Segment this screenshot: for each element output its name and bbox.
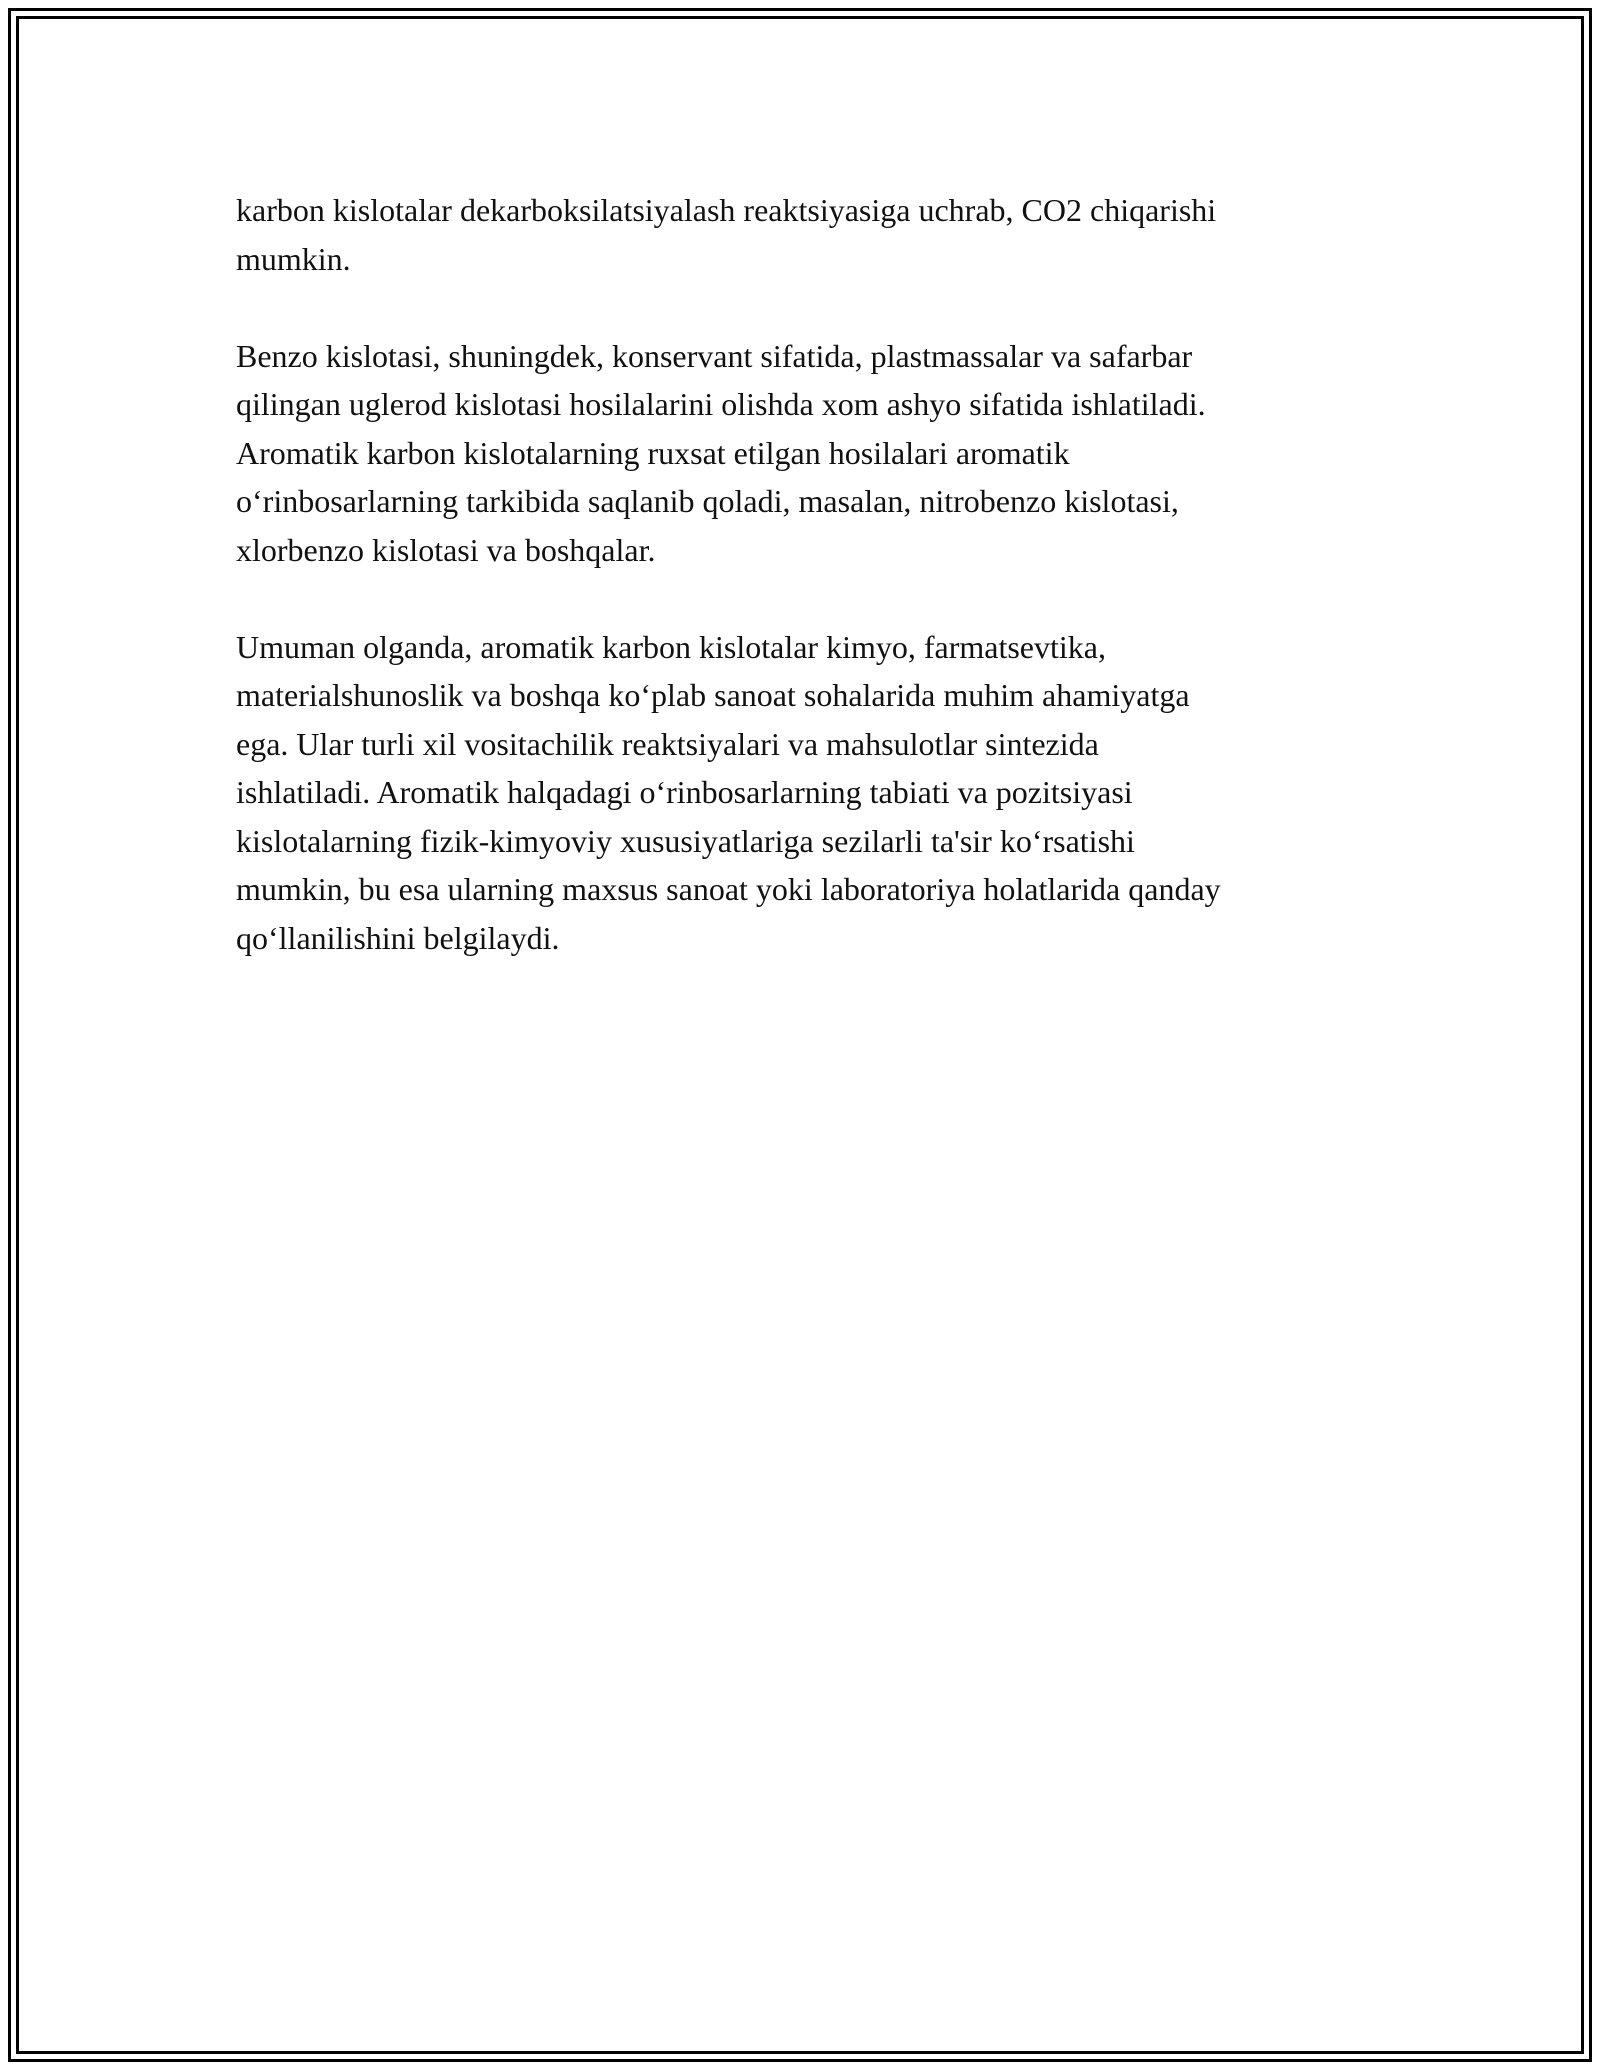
document-body	[236, 186, 1386, 1011]
paragraph-1: karbon kislotalar dekarboksilatsiyalash reaktsiyasiga uchrab, CO2 chiqarishi mumkin.	[236, 192, 1217, 277]
paragraph-2: Benzo kislotasi, shuningdek, konservant sifatida, plastmassalar va safarbar qilingan uglerod kislotasi hosilalarini olishda xom ashyo sifatida ishlatiladi. Aromatik karbon kislotalarning ruxsat etilgan hosilalari aromatik o‘rinbosarlarning tarkibida saqlanib qoladi, masalan, nitrobenzo kislotasi, xlorbenzo kislotasi va boshqalar.	[236, 337, 1206, 568]
paragraph-3: Umuman olganda, aromatik karbon kislotalar kimyo, farmatsevtika, materialshunoslik va boshqa ko‘plab sanoat sohalarida muhim ahamiyatga ega. Ular turli xil vositachilik reaktsiyalari va mahsulotlar sintezida ishlatiladi. Aromatik halqadagi o‘rinbosarlarning tabiati va pozitsiyasi kislotalarning fizik-kimyoviy xususiyatlariga sezilarli ta'sir ko‘rsatishi mumkin, bu esa ularning maxsus sanoat yoki laboratoriya holatlarida qanday qo‘llanilishini belgilaydi.	[236, 628, 1221, 956]
